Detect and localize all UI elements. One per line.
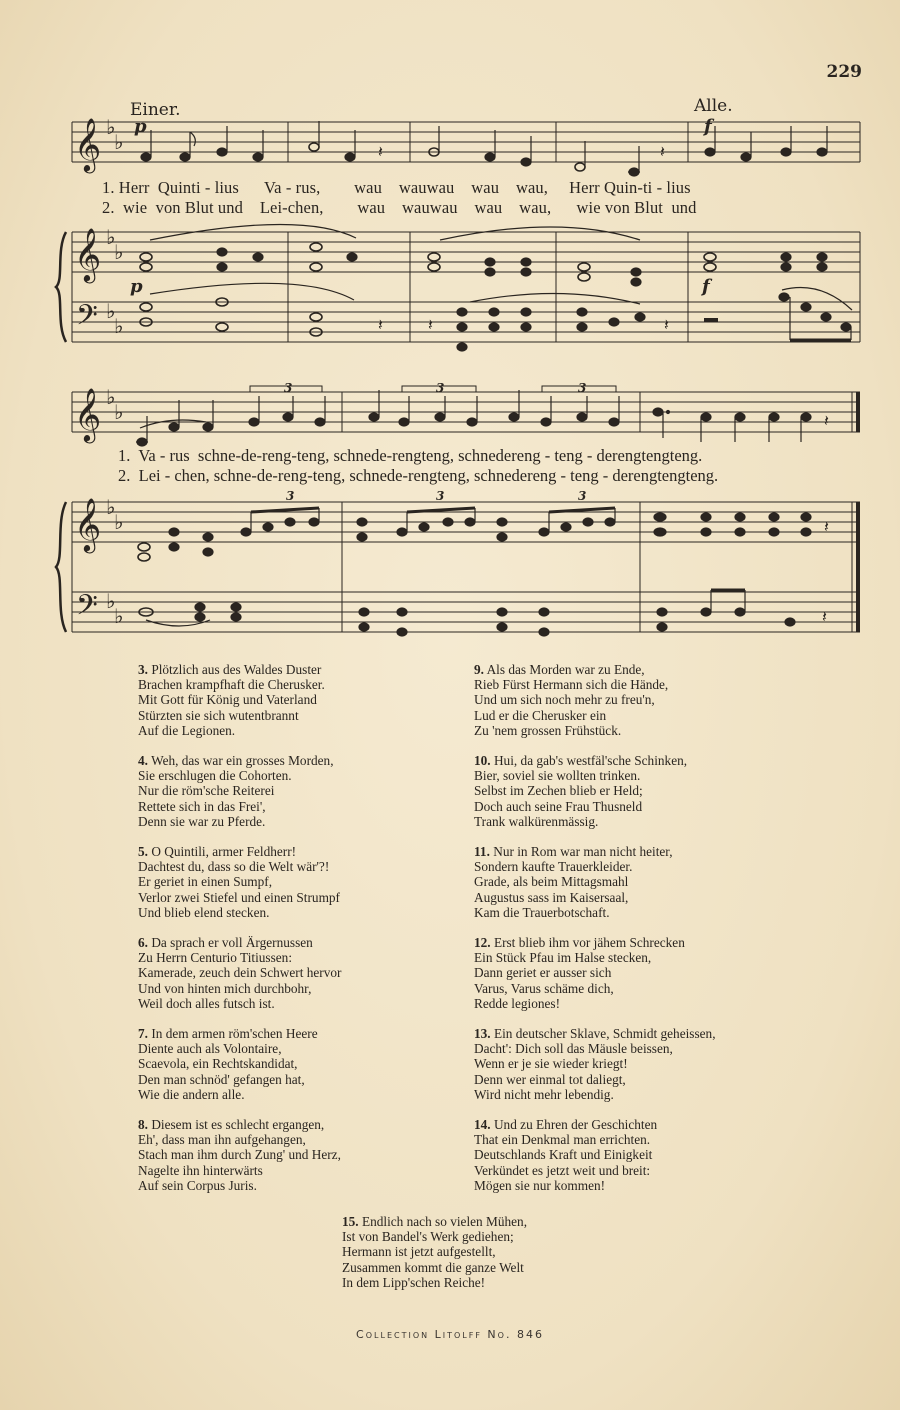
- verse-9: 9. Als das Morden war zu Ende, Rieb Fürst Hermann sich die Hände, Und um sich noch mehr zu freu'n, Lud er die Cherusker ein Zu 'nem grossen Frühstück.: [474, 662, 669, 738]
- tutti-marking: Alle.: [694, 96, 733, 116]
- vocal-notes-2: [136, 390, 829, 446]
- verse-15: 15. Endlich nach so vielen Mühen, Ist von Bandel's Werk gediehen; Hermann ist jetzt aufgestellt, Zusammen kommt die ganze Welt In dem Lipp'schen Reiche!: [342, 1214, 528, 1290]
- dynamic-piano-icon: p: [130, 276, 143, 297]
- slurs-1: [150, 224, 852, 310]
- svg-text:𝄽: 𝄽: [822, 607, 827, 626]
- svg-text:♭: ♭: [106, 299, 116, 323]
- vocal-staff-2: [72, 392, 860, 432]
- verse-4: 4. Weh, das war ein grosses Morden, Sie erschlugen die Cohorten. Nur die röm'sche Reiterei Rettete sich in das Frei', Denn sie war zu Pferde.: [138, 753, 334, 829]
- svg-text:𝄽: 𝄽: [660, 142, 665, 161]
- verse-10: 10. Hui, da gab's westfäl'sche Schinken, Bier, soviel sie wollten trinken. Selbst im Zechen blieb er Held; Doch auch seine Frau Thusneld Trank walkürenmässig.: [474, 753, 688, 829]
- page-number: 229: [826, 62, 862, 82]
- verse-6: 6. Da sprach er voll Ärgernussen Zu Herrn Centurio Titiussen: Kamerade, zeuch dein Schwert hervor Und von hinten mich durchbohr, Weil doch alles futsch ist.: [138, 935, 342, 1011]
- svg-text:𝄽: 𝄽: [824, 517, 829, 536]
- triplet-number: 3: [578, 489, 587, 503]
- triplet-number: 3: [286, 489, 295, 503]
- bass-clef-icon: 𝄢: [76, 299, 98, 339]
- verse-final: [342, 1214, 527, 1305]
- verse-12: 12. Erst blieb ihm vor jähem Schrecken Ein Stück Pfau im Halse stecken, Dann geriet er ausser sich Varus, Varus schäme dich, Redde legiones!: [474, 935, 685, 1011]
- treble-clef-icon: 𝄞: [74, 117, 102, 171]
- verse-14: 14. Und zu Ehren der Geschichten That ein Denkmal man errichten. Deutschlands Kraft und Einigkeit Verkündet es jetzt weit und breit: Mögen sie nur kommen!: [474, 1117, 658, 1193]
- svg-text:♭: ♭: [114, 400, 124, 424]
- lyrics-verse-2-line-2: 2. Lei - chen, schne-de-reng-teng, schnede-rengteng, schnedereng - teng - derengtengteng.: [118, 466, 719, 485]
- triplet-number: 3: [436, 489, 445, 503]
- svg-text:𝄽: 𝄽: [378, 315, 383, 334]
- lyrics-verse-2-line-1: 2. wie von Blut und Lei-chen, wau wauwau wau wau, wie von Blut und: [102, 198, 697, 217]
- dynamic-forte-icon: f: [704, 116, 712, 137]
- treble-clef-icon: 𝄞: [74, 387, 102, 441]
- lyrics-verse-1-line-2: 1. Va - rus schne-de-reng-teng, schnede-rengteng, schnedereng - teng - derengtengteng.: [118, 446, 703, 465]
- treble-clef-icon: 𝄞: [74, 227, 102, 281]
- triplet-number: 3: [284, 381, 293, 395]
- dynamic-piano-icon: p: [134, 116, 147, 137]
- bass-clef-icon: 𝄢: [76, 589, 98, 629]
- svg-text:♭: ♭: [106, 495, 116, 519]
- svg-text:♭: ♭: [114, 314, 124, 338]
- svg-text:♭: ♭: [106, 589, 116, 613]
- verse-13: 13. Ein deutscher Sklave, Schmidt geheissen, Dacht': Dich soll das Mäusle beissen, Wenn er je sie wieder kriegt! Denn wer einmal tot daliegt, Wird nicht mehr lebendig.: [474, 1026, 716, 1102]
- dynamic-forte-icon: f: [702, 276, 710, 297]
- solo-marking: Einer.: [130, 100, 181, 120]
- music-score: [0, 0, 900, 640]
- svg-text:♭: ♭: [106, 225, 116, 249]
- svg-text:𝄽: 𝄽: [378, 142, 383, 161]
- brace-1: [56, 232, 66, 342]
- svg-text:♭: ♭: [106, 115, 116, 139]
- verse-7: 7. In dem armen röm'schen Heere Diente auch als Volontaire, Scaevola, ein Rechtskandidat, Den man schnöd' gefangen hat, Wie die andern alle.: [138, 1026, 318, 1102]
- verse-11: 11. Nur in Rom war man nicht heiter, Sondern kaufte Trauerkleider. Grade, als beim Mittagsmahl Augustus sass im Kaisersaal, Kam die Trauerbotschaft.: [474, 844, 673, 920]
- svg-text:♭: ♭: [114, 510, 124, 534]
- svg-text:♭: ♭: [106, 385, 116, 409]
- lyrics-verse-1-line-1: 1. Herr Quinti - lius Va - rus, wau wauwau wau wau, Herr Quin-ti - lius: [102, 178, 691, 197]
- verse-8: 8. Diesem ist es schlecht ergangen, Eh', dass man ihn aufgehangen, Stach man ihm durch Zung' und Herz, Nagelte ihn hinterwärts Auf sein Corpus Juris.: [138, 1117, 341, 1193]
- verse-3: 3. Plötzlich aus des Waldes Duster Brachen krampfhaft die Cherusker. Mit Gott für König und Vaterland Stürzten sie sich wutentbrannt Auf die Legionen.: [138, 662, 325, 738]
- svg-text:𝄽: 𝄽: [824, 411, 829, 430]
- triplet-number: 3: [578, 381, 587, 395]
- verses-left-column: [138, 662, 341, 1208]
- vocal-notes-1: [141, 121, 827, 176]
- triplet-number: 3: [436, 381, 445, 395]
- triplet-brackets: [250, 386, 616, 392]
- piano-notes-2: [138, 508, 829, 636]
- publisher-footer: Collection Litolff No. 846: [356, 1328, 544, 1341]
- svg-text:𝄽: 𝄽: [428, 315, 433, 334]
- brace-2: [56, 502, 66, 632]
- svg-text:♭: ♭: [114, 604, 124, 628]
- svg-text:♭: ♭: [114, 130, 124, 154]
- piano-notes-1: [140, 243, 851, 351]
- svg-text:𝄽: 𝄽: [664, 315, 669, 334]
- piano-bass-staff-1: [72, 302, 860, 342]
- treble-clef-icon: 𝄞: [74, 497, 102, 551]
- verse-5: 5. O Quintili, armer Feldherr! Dachtest du, dass so die Welt wär'?! Er geriet in einen Sumpf, Verlor zwei Stiefel und einen Strumpf Und blieb elend stecken.: [138, 844, 340, 920]
- svg-text:♭: ♭: [114, 240, 124, 264]
- verses-right-column: [474, 662, 716, 1208]
